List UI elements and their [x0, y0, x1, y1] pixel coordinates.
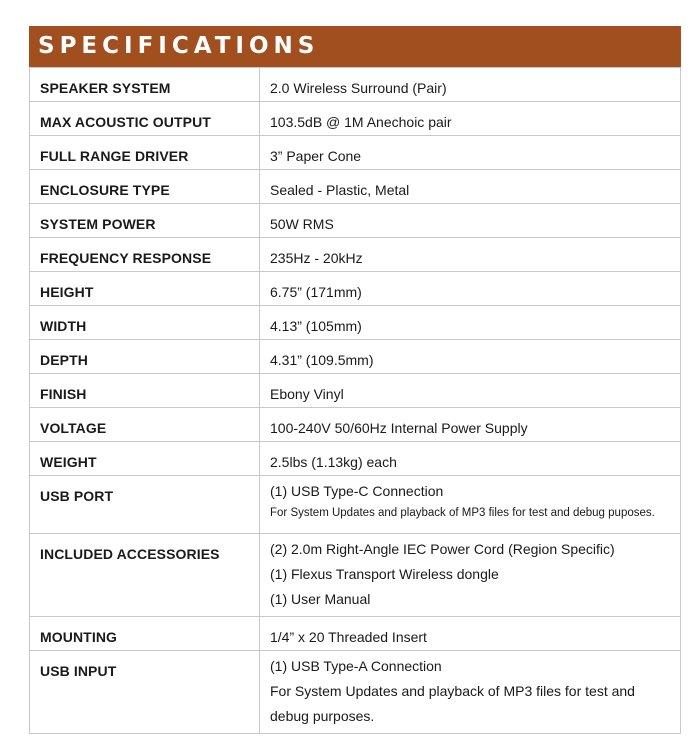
spec-row	[30, 68, 681, 102]
spec-label: HEIGHT	[30, 272, 260, 306]
spec-row	[30, 136, 681, 170]
spec-label: SYSTEM POWER	[30, 204, 260, 238]
spec-label: USB PORT	[30, 476, 260, 534]
accessory-item: (2) 2.0m Right-Angle IEC Power Cord (Region Specific)	[270, 541, 615, 557]
spec-value: 1/4” x 20 Threaded Insert	[260, 617, 681, 651]
spec-value: 235Hz - 20kHz	[260, 238, 681, 272]
spec-value: Ebony Vinyl	[260, 374, 681, 408]
spec-value	[260, 476, 681, 534]
specifications-table	[29, 67, 681, 734]
spec-value: 3” Paper Cone	[260, 136, 681, 170]
spec-label: MAX ACOUSTIC OUTPUT	[30, 102, 260, 136]
spec-row-included-accessories	[30, 534, 681, 617]
spec-row	[30, 408, 681, 442]
spec-value: 103.5dB @ 1M Anechoic pair	[260, 102, 681, 136]
spec-value: 4.13” (105mm)	[260, 306, 681, 340]
spec-value	[260, 534, 681, 617]
spec-row	[30, 340, 681, 374]
spec-label: WIDTH	[30, 306, 260, 340]
spec-row-mounting	[30, 617, 681, 651]
usb-input-line: debug purposes.	[270, 708, 375, 724]
usb-port-note: For System Updates and playback of MP3 files for test and debug puposes.	[270, 507, 655, 519]
spec-row-usb-input	[30, 651, 681, 734]
spec-label: WEIGHT	[30, 442, 260, 476]
spec-value: Sealed - Plastic, Metal	[260, 170, 681, 204]
spec-value: 2.5lbs (1.13kg) each	[260, 442, 681, 476]
accessory-item: (1) User Manual	[270, 591, 371, 607]
spec-label: DEPTH	[30, 340, 260, 374]
spec-row	[30, 102, 681, 136]
spec-label: ENCLOSURE TYPE	[30, 170, 260, 204]
usb-input-line: For System Updates and playback of MP3 files for test and	[270, 683, 635, 699]
usb-port-line: (1) USB Type-C Connection	[270, 483, 444, 499]
spec-label: SPEAKER SYSTEM	[30, 68, 260, 102]
spec-value: 6.75” (171mm)	[260, 272, 681, 306]
spec-value: 2.0 Wireless Surround (Pair)	[260, 68, 681, 102]
accessory-item: (1) Flexus Transport Wireless dongle	[270, 566, 499, 582]
spec-value	[260, 651, 681, 734]
spec-label: INCLUDED ACCESSORIES	[30, 534, 260, 617]
specifications-header	[29, 26, 681, 67]
spec-row	[30, 170, 681, 204]
specifications-sheet	[29, 26, 681, 734]
spec-row	[30, 442, 681, 476]
spec-label: VOLTAGE	[30, 408, 260, 442]
spec-row	[30, 306, 681, 340]
spec-row	[30, 272, 681, 306]
spec-row	[30, 374, 681, 408]
spec-row	[30, 204, 681, 238]
spec-value: 50W RMS	[260, 204, 681, 238]
specifications-title: SPECIFICATIONS	[38, 33, 320, 59]
spec-row	[30, 238, 681, 272]
spec-value: 100-240V 50/60Hz Internal Power Supply	[260, 408, 681, 442]
spec-row-usb-port	[30, 476, 681, 534]
spec-value: 4.31” (109.5mm)	[260, 340, 681, 374]
spec-label: USB INPUT	[30, 651, 260, 734]
spec-label: FINISH	[30, 374, 260, 408]
spec-label: MOUNTING	[30, 617, 260, 651]
usb-input-line: (1) USB Type-A Connection	[270, 658, 442, 674]
spec-label: FREQUENCY RESPONSE	[30, 238, 260, 272]
spec-label: FULL RANGE DRIVER	[30, 136, 260, 170]
